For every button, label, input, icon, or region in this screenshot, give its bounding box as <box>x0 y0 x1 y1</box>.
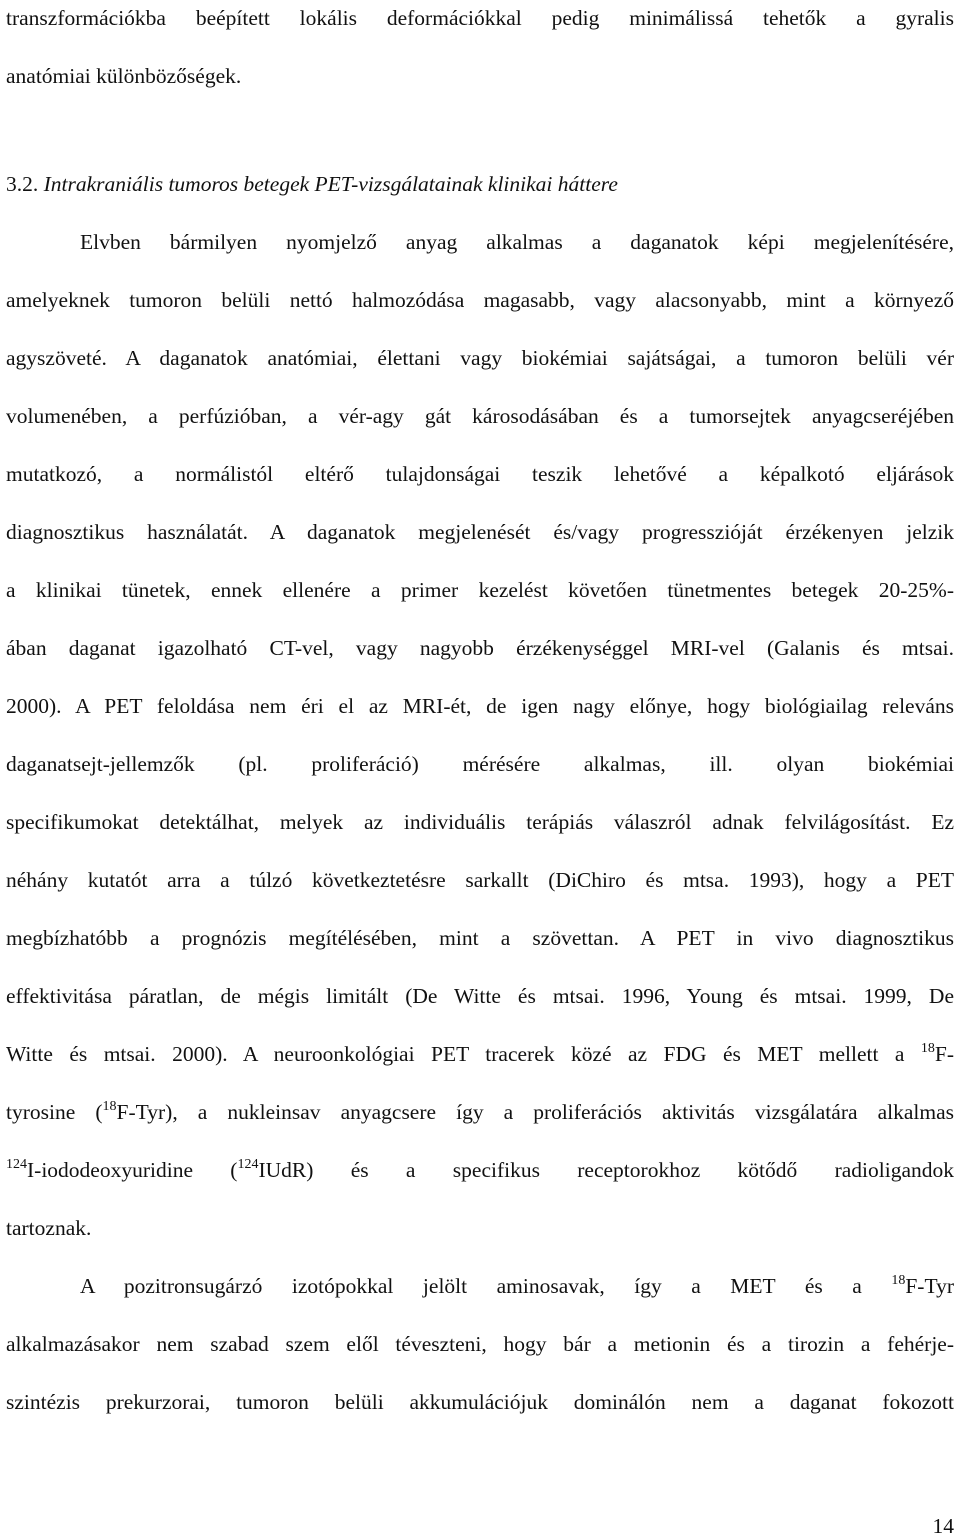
text-span: F-Tyr <box>905 1274 954 1298</box>
text-line: transzformációkba beépített lokális deformációkkal pedig minimálissá tehetők a gyralis <box>6 6 954 30</box>
section-title: Intrakraniális tumoros betegek PET-vizsgálatainak klinikai háttere <box>43 172 618 196</box>
text-line: 2000). A PET feloldása nem éri el az MRI-ét, de igen nagy előnye, hogy biológiailag releváns <box>6 694 954 718</box>
text-span: I-iododeoxyuridine ( <box>27 1158 238 1182</box>
text-line: amelyeknek tumoron belüli nettó halmozódása magasabb, vagy alacsonyabb, mint a környező <box>6 288 954 312</box>
superscript: 18 <box>102 1099 117 1114</box>
text-span: A pozitronsugárzó izotópokkal jelölt aminosavak, így a MET és a <box>80 1274 892 1298</box>
text-line: néhány kutatót arra a túlzó következtetésre sarkallt (DiChiro és mtsa. 1993), hogy a PET <box>6 868 954 892</box>
text-span: tyrosine ( <box>6 1100 103 1124</box>
superscript: 124 <box>237 1157 259 1172</box>
superscript: 18 <box>920 1041 935 1056</box>
text-span: Witte és mtsai. 2000). A neuroonkológiai PET tracerek közé az FDG és MET mellett a <box>6 1042 921 1066</box>
text-line: alkalmazásakor nem szabad szem elől téveszteni, hogy bár a metionin és a tirozin a fehérje- <box>6 1332 954 1356</box>
text-line: tartoznak. <box>6 1216 92 1240</box>
text-span: F- <box>934 1042 954 1066</box>
text-line: megbízhatóbb a prognózis megítélésében, mint a szövettan. A PET in vivo diagnosztikus <box>6 926 954 950</box>
text-line: effektivitása páratlan, de mégis limitált (De Witte és mtsai. 1996, Young és mtsai. 1999, De <box>6 984 954 1008</box>
text-line: daganatsejt-jellemzők (pl. proliferáció) mérésére alkalmas, ill. olyan biokémiai <box>6 752 954 776</box>
text-line: anatómiai különbözőségek. <box>6 64 242 88</box>
text-line: volumenében, a perfúzióban, a vér-agy gát károsodásában és a tumorsejtek anyagcseréjében <box>6 404 954 428</box>
text-line: ában daganat igazolható CT-vel, vagy nagyobb érzékenységgel MRI-vel (Galanis és mtsai. <box>6 636 954 660</box>
superscript: 18 <box>891 1273 906 1288</box>
text-span: IUdR) és a specifikus receptorokhoz kötődő radioligandok <box>258 1158 954 1182</box>
text-line: diagnosztikus használatát. A daganatok megjelenését és/vagy progresszióját érzékenyen jelzik <box>6 520 954 544</box>
text-line <box>6 1040 954 1068</box>
section-heading <box>6 170 618 198</box>
text-line <box>80 1272 954 1300</box>
text-span: F-Tyr), a nukleinsav anyagcsere így a proliferációs aktivitás vizsgálatára alkalmas <box>116 1100 954 1124</box>
text-line: szintézis prekurzorai, tumoron belüli akkumulációjuk dominálón nem a daganat fokozott <box>6 1390 954 1414</box>
section-number: 3.2. <box>6 172 39 196</box>
text-line: mutatkozó, a normálistól eltérő tulajdonságai teszik lehetővé a képalkotó eljárások <box>6 462 954 486</box>
superscript: 124 <box>6 1157 27 1172</box>
text-line: agyszöveté. A daganatok anatómiai, élettani vagy biokémiai sajátságai, a tumoron belüli vér <box>6 346 954 370</box>
text-line: a klinikai tünetek, ennek ellenére a primer kezelést követően tünetmentes betegek 20-25%- <box>6 578 954 602</box>
text-line: specifikumokat detektálhat, melyek az individuális terápiás válaszról adnak felvilágosítást. Ez <box>6 810 954 834</box>
text-line <box>6 1156 954 1184</box>
text-line <box>6 1098 954 1126</box>
text-line: Elvben bármilyen nyomjelző anyag alkalmas a daganatok képi megjelenítésére, <box>80 230 954 254</box>
page-number: 14 <box>932 1514 954 1538</box>
